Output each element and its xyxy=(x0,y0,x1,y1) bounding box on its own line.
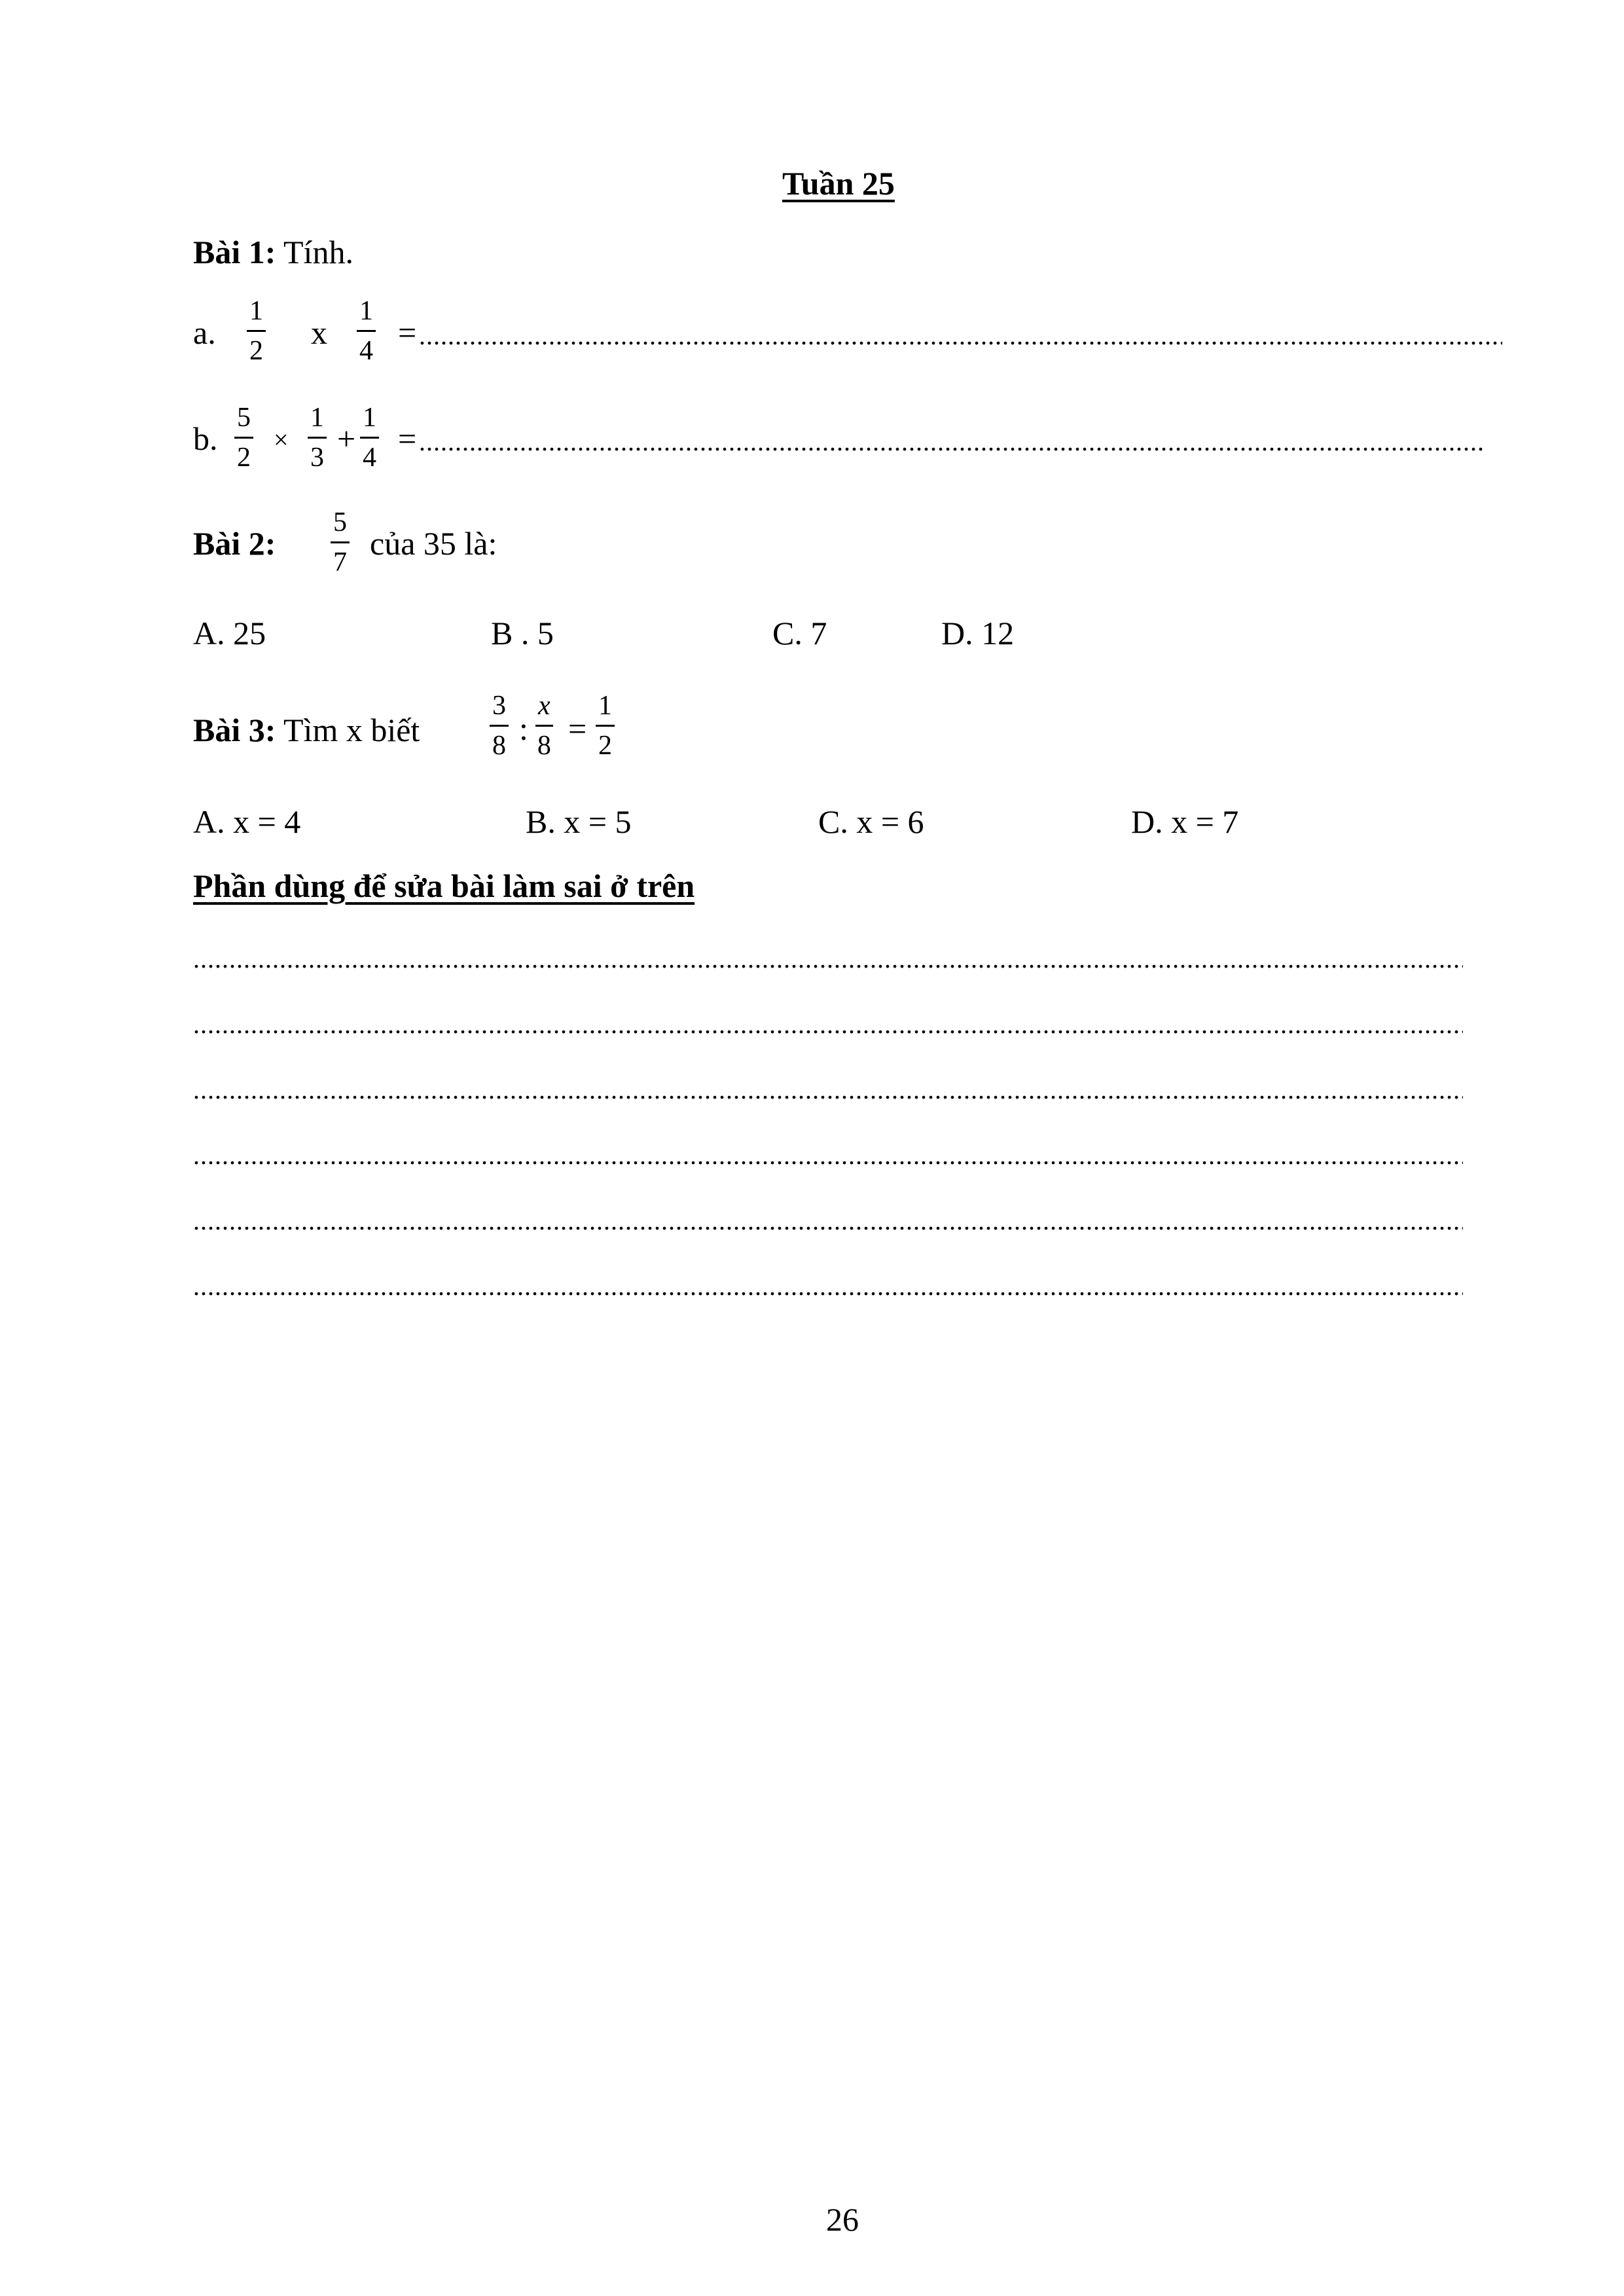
correction-line[interactable] xyxy=(193,943,1463,975)
bai3-option-a[interactable]: A. x = 4 xyxy=(193,803,301,840)
fraction-denominator: 2 xyxy=(598,731,612,761)
fraction-numerator: 5 xyxy=(234,403,253,439)
fraction-numerator: 5 xyxy=(331,507,350,543)
bai3-heading xyxy=(193,710,420,750)
fraction-numerator: 3 xyxy=(490,691,509,727)
bai1-a-fraction-2 xyxy=(357,296,376,366)
bai1-label: Bài 1: xyxy=(193,234,276,270)
bai1-b-fraction-1 xyxy=(234,403,253,473)
fraction-numerator: x xyxy=(535,691,553,727)
fraction-numerator: 1 xyxy=(308,403,327,439)
bai2-fraction xyxy=(331,507,350,577)
fraction-denominator: 8 xyxy=(492,731,506,761)
fraction-numerator: 1 xyxy=(247,296,266,332)
bai1-a-operator: x xyxy=(311,314,327,351)
correction-line[interactable] xyxy=(193,1139,1463,1172)
bai1-heading xyxy=(193,232,353,272)
bai1-b-fraction-2 xyxy=(308,403,327,473)
bai2-option-d[interactable]: D. 12 xyxy=(941,615,1015,651)
bai3-fraction-1 xyxy=(490,691,509,761)
bai3-option-b[interactable]: B. x = 5 xyxy=(526,803,632,840)
bai1-a-label: a. xyxy=(193,314,216,351)
bai1-a-fraction-1 xyxy=(247,296,266,366)
bai3-option-c[interactable]: C. x = 6 xyxy=(818,803,924,840)
bai1-a-answer-line[interactable] xyxy=(419,319,1502,352)
fraction-denominator: 8 xyxy=(537,731,551,761)
fraction-numerator: 1 xyxy=(596,691,615,727)
bai1-a-equals: = xyxy=(398,314,417,351)
correction-line[interactable] xyxy=(193,1205,1463,1237)
fraction-denominator: 3 xyxy=(310,443,324,473)
correction-line[interactable] xyxy=(193,1270,1463,1303)
bai1-b-fraction-3 xyxy=(360,403,379,473)
fraction-denominator: 4 xyxy=(359,336,373,366)
correction-line[interactable] xyxy=(193,1074,1463,1106)
bai1-b-times: × xyxy=(274,425,289,454)
bai1-prompt: Tính. xyxy=(283,234,353,270)
bai1-b-answer-line[interactable] xyxy=(419,426,1483,458)
bai2-option-a[interactable]: A. 25 xyxy=(193,615,266,651)
correction-heading: Phần dùng để sửa bài làm sai ở trên xyxy=(193,867,695,904)
bai3-fraction-3 xyxy=(596,691,615,761)
bai2-text: của 35 là: xyxy=(370,525,497,562)
bai3-text: Tìm x biết xyxy=(283,712,420,748)
bai3-option-d[interactable]: D. x = 7 xyxy=(1131,803,1239,840)
fraction-numerator: 1 xyxy=(360,403,379,439)
fraction-denominator: 2 xyxy=(249,336,263,366)
page-number: 26 xyxy=(826,2201,859,2238)
bai1-b-plus: + xyxy=(337,420,356,457)
bai3-divide: : xyxy=(519,710,528,747)
bai1-b-equals: = xyxy=(398,420,417,457)
bai2-label: Bài 2: xyxy=(193,525,276,562)
fraction-denominator: 7 xyxy=(333,547,347,577)
fraction-numerator: 1 xyxy=(357,296,376,332)
fraction-denominator: 4 xyxy=(363,443,376,473)
bai3-fraction-2 xyxy=(535,691,553,761)
bai1-b-label: b. xyxy=(193,420,218,457)
bai3-equals: = xyxy=(568,710,587,747)
page-title: Tuần 25 xyxy=(782,165,895,202)
bai2-option-b[interactable]: B . 5 xyxy=(491,615,554,651)
bai3-label: Bài 3: xyxy=(193,712,276,748)
fraction-denominator: 2 xyxy=(237,443,251,473)
correction-line[interactable] xyxy=(193,1008,1463,1041)
bai2-option-c[interactable]: C. 7 xyxy=(772,615,827,651)
